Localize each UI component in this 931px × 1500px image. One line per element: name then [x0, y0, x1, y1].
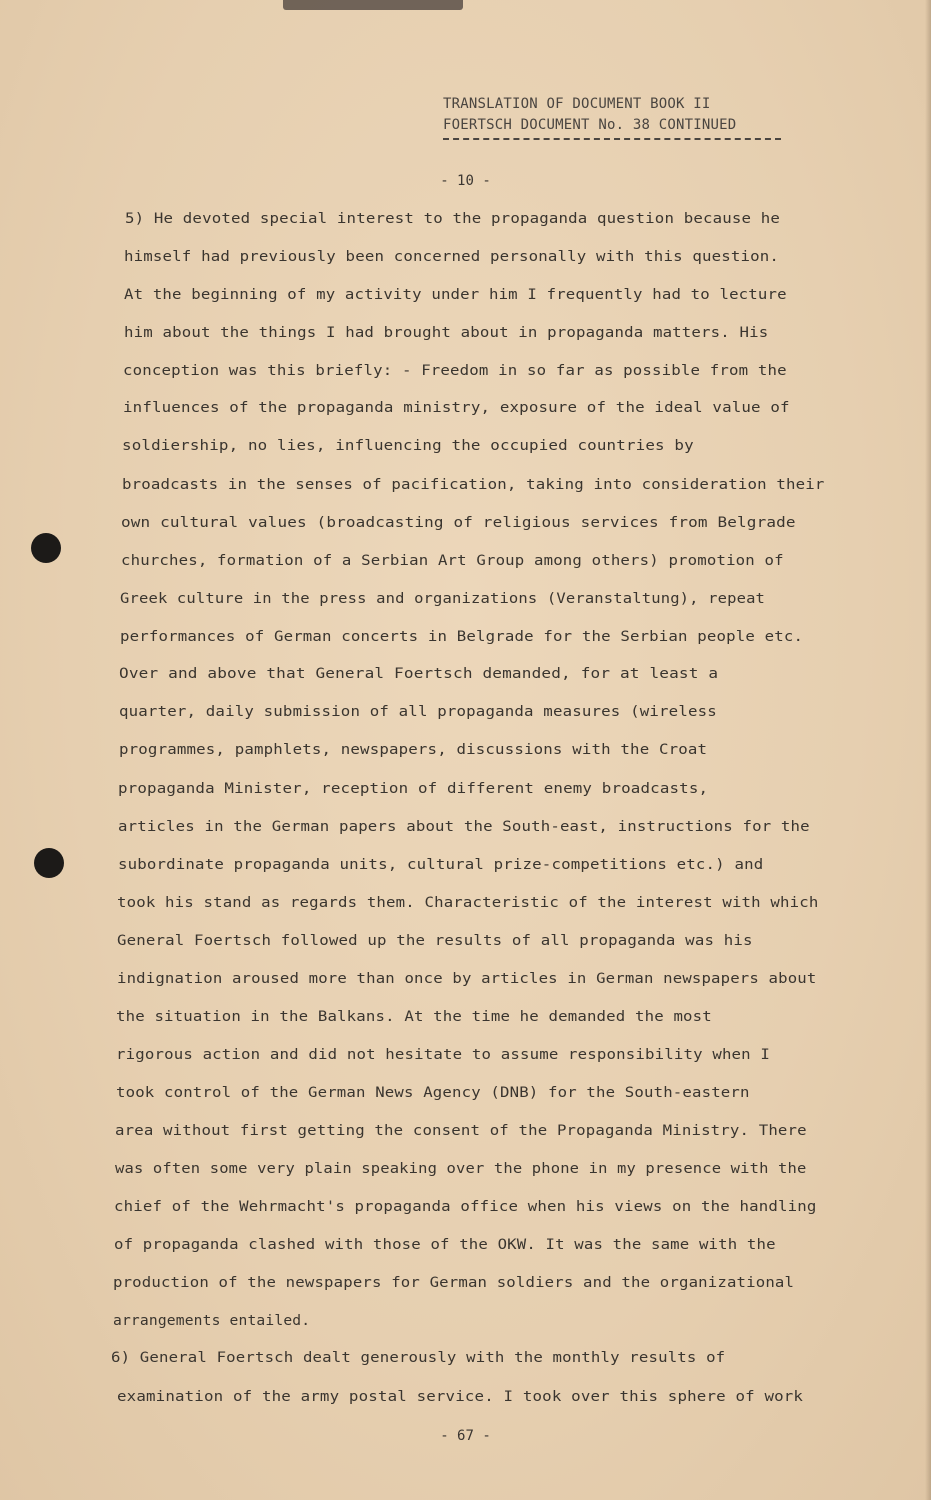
- text-line: himself had previously been concerned personally with this question.: [124, 249, 780, 265]
- text-line: production of the newspapers for German soldiers and the organizational: [113, 1275, 795, 1291]
- text-line: examination of the army postal service. I took over this sphere of work: [117, 1389, 804, 1405]
- text-line: conception was this briefly: - Freedom in so far as possible from the: [123, 363, 787, 379]
- text-line: churches, formation of a Serbian Art Group among others) promotion of: [121, 553, 784, 569]
- text-line: propaganda Minister, reception of different enemy broadcasts,: [118, 781, 709, 797]
- text-line: programmes, pamphlets, newspapers, discussions with the Croat: [119, 742, 708, 758]
- text-line: broadcasts in the senses of pacification, taking into consideration their: [122, 477, 825, 493]
- text-line: him about the things I had brought about in propaganda matters. His: [124, 325, 769, 341]
- text-line: own cultural values (broadcasting of religious services from Belgrade: [121, 515, 796, 531]
- text-line: of propaganda clashed with those of the OKW. It was the same with the: [114, 1237, 776, 1253]
- text-line: quarter, daily submission of all propaganda measures (wireless: [119, 704, 717, 720]
- text-line: articles in the German papers about the South-east, instructions for the: [118, 819, 810, 835]
- text-line: Greek culture in the press and organizations (Veranstaltung), repeat: [120, 591, 766, 607]
- text-line: rigorous action and did not hesitate to assume responsibility when I: [116, 1047, 771, 1063]
- text-line: At the beginning of my activity under him I frequently had to lecture: [124, 287, 787, 303]
- text-line: performances of German concerts in Belgrade for the Serbian people etc.: [120, 629, 804, 645]
- text-line: soldiership, no lies, influencing the occupied countries by: [122, 438, 694, 454]
- text-line: Over and above that General Foertsch demanded, for at least a: [119, 666, 719, 682]
- text-line: indignation aroused more than once by articles in German newspapers about: [117, 971, 817, 987]
- text-line: area without first getting the consent of the Propaganda Ministry. There: [115, 1123, 807, 1139]
- text-line: took his stand as regards them. Characteristic of the interest with which: [117, 895, 819, 911]
- page-number-top: - 10 -: [440, 173, 491, 189]
- text-line: General Foertsch followed up the results of all propaganda was his: [117, 933, 753, 949]
- text-line: was often some very plain speaking over the phone in my presence with the: [115, 1161, 807, 1177]
- page-number-bottom: - 67 -: [440, 1428, 491, 1444]
- text-line: took control of the German News Agency (DNB) for the South-eastern: [116, 1085, 750, 1101]
- text-line: 5) He devoted special interest to the propaganda question because he: [125, 211, 781, 227]
- text-line: the situation in the Balkans. At the time he demanded the most: [116, 1009, 712, 1025]
- punch-hole: [31, 533, 61, 563]
- header-subtitle: FOERTSCH DOCUMENT No. 38 CONTINUED: [443, 117, 737, 133]
- text-line: 6) General Foertsch dealt generously with the monthly results of: [111, 1350, 726, 1366]
- text-line: influences of the propaganda ministry, exposure of the ideal value of: [123, 400, 790, 416]
- text-line: subordinate propaganda units, cultural prize-competitions etc.) and: [118, 857, 764, 873]
- text-line: chief of the Wehrmacht's propaganda office when his views on the handling: [114, 1199, 817, 1215]
- punch-hole: [34, 848, 64, 878]
- text-line: arrangements entailed.: [113, 1313, 311, 1329]
- header-title: TRANSLATION OF DOCUMENT BOOK II: [443, 96, 711, 112]
